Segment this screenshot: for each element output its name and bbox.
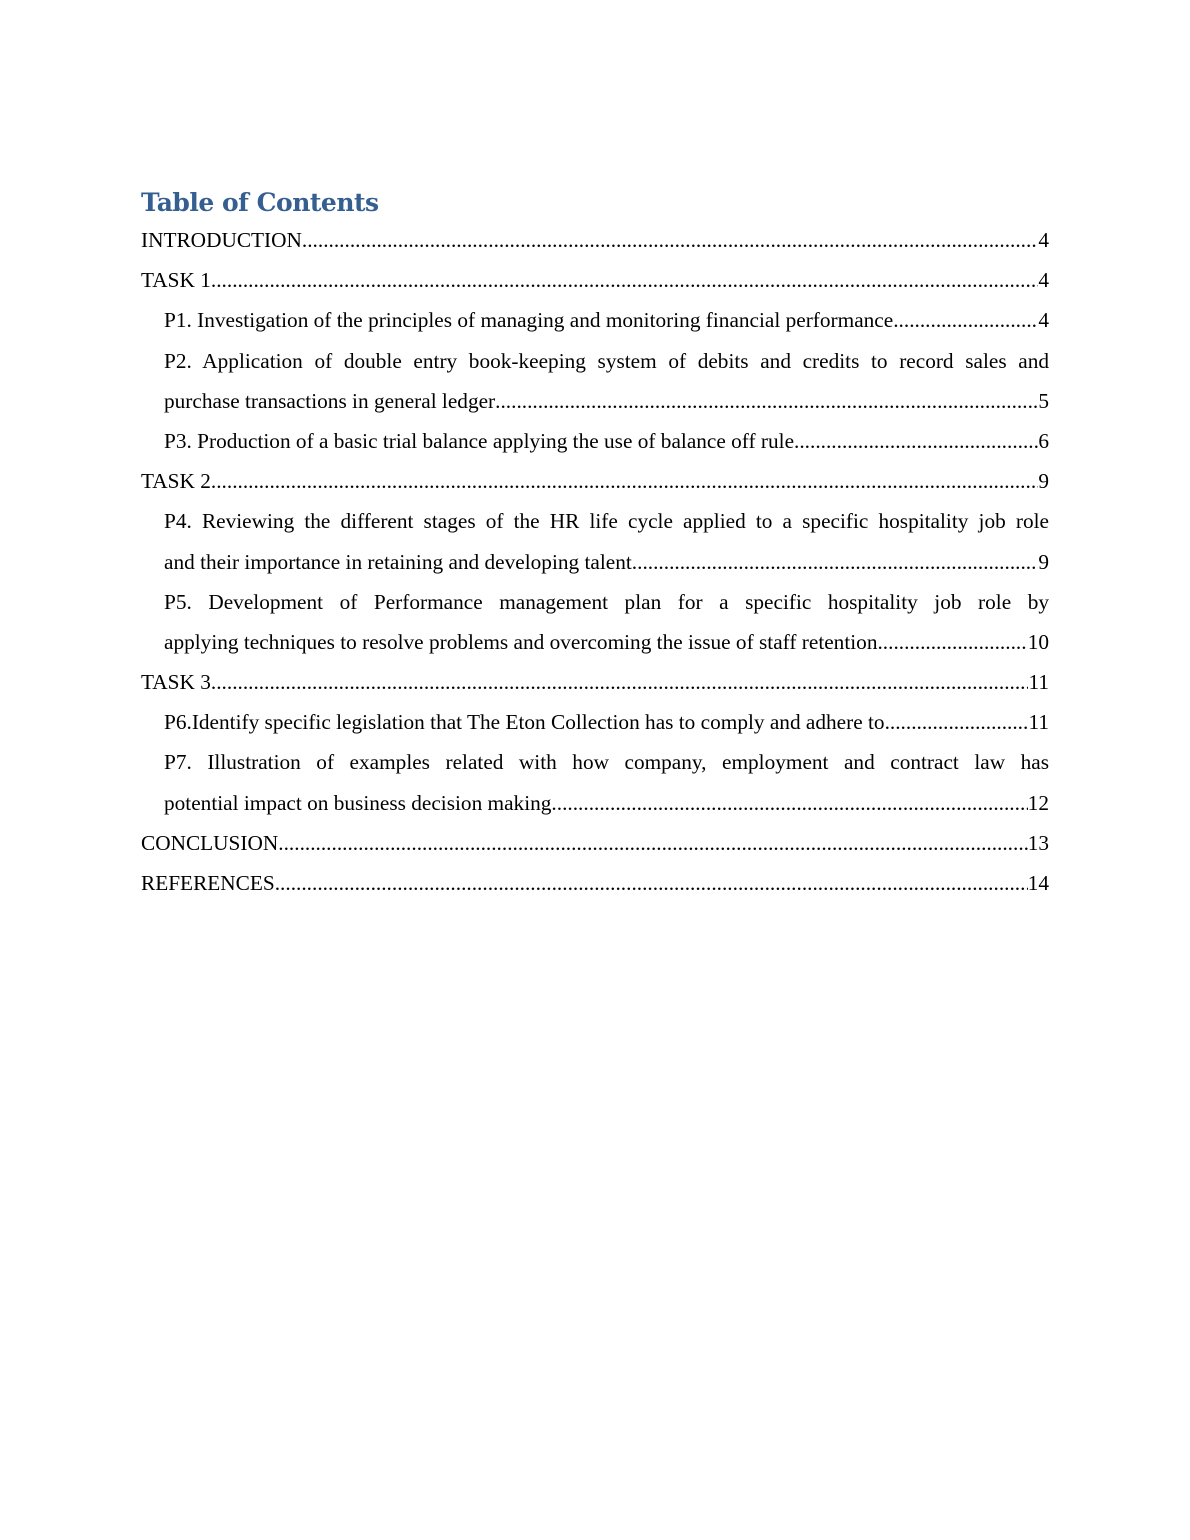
toc-entry-p7[interactable]	[141, 742, 1049, 822]
toc-page-number: 5	[1038, 388, 1049, 413]
dot-leader	[551, 783, 1027, 823]
toc-entry-label: REFERENCES	[141, 871, 275, 895]
dot-leader	[794, 421, 1038, 461]
toc-entry-p5[interactable]	[141, 582, 1049, 662]
dot-leader	[302, 220, 1038, 260]
dot-leader	[211, 662, 1029, 702]
toc-entry-p2[interactable]	[141, 341, 1049, 421]
toc-page-number: 9	[1038, 549, 1049, 574]
toc-page-number: 10	[1027, 629, 1049, 654]
dot-leader	[211, 260, 1038, 300]
toc-page-number: 14	[1027, 871, 1049, 895]
toc-page-number: 4	[1038, 308, 1049, 333]
toc-entry-label: INTRODUCTION	[141, 228, 302, 252]
toc-entry-task-3[interactable]	[141, 662, 1049, 702]
toc-entry-label: P3. Production of a basic trial balance applying the use of balance off rule	[164, 428, 795, 453]
toc-entry-p1[interactable]	[141, 300, 1049, 340]
dot-leader	[885, 702, 1029, 742]
toc-page-number: 13	[1027, 830, 1049, 855]
dot-leader	[893, 300, 1038, 340]
toc-list	[141, 220, 1049, 903]
toc-entry-label: TASK 1	[141, 268, 211, 293]
toc-entry-introduction[interactable]	[141, 220, 1049, 260]
toc-page-number: 6	[1038, 428, 1049, 453]
toc-entry-label: P1. Investigation of the principles of managing and monitoring financial performance	[164, 308, 894, 333]
toc-page-number: 11	[1028, 670, 1049, 695]
toc-entry-conclusion[interactable]	[141, 823, 1049, 863]
toc-entry-p4[interactable]	[141, 501, 1049, 581]
toc-title: Table of Contents	[141, 188, 379, 217]
toc-entry-label-line-1: P7. Illustration of examples related with how company, employment and contract law has	[164, 750, 1049, 775]
toc-entry-references[interactable]	[141, 863, 1049, 903]
toc-page-number: 9	[1038, 469, 1049, 494]
toc-entry-label-line-1: P4. Reviewing the different stages of the HR life cycle applied to a specific hospitality job role	[164, 509, 1049, 534]
toc-entry-label: CONCLUSION	[141, 830, 279, 855]
toc-entry-label: TASK 2	[141, 469, 211, 494]
toc-entry-task-2[interactable]	[141, 461, 1049, 501]
toc-page-number: 12	[1027, 790, 1049, 815]
toc-page-number: 4	[1038, 268, 1049, 293]
toc-page-number: 11	[1028, 710, 1049, 735]
toc-entry-label-line-1: P5. Development of Performance management plan for a specific hospitality job role by	[164, 589, 1049, 614]
toc-entry-p3[interactable]	[141, 421, 1049, 461]
toc-entry-label: potential impact on business decision making	[164, 790, 552, 815]
dot-leader	[211, 461, 1038, 501]
dot-leader	[877, 622, 1027, 662]
toc-entry-label: and their importance in retaining and developing talent	[164, 549, 632, 574]
toc-entry-label: TASK 3	[141, 670, 211, 695]
dot-leader	[632, 542, 1039, 582]
dot-leader	[275, 863, 1028, 903]
toc-entry-label-line-1: P2. Application of double entry book-keeping system of debits and credits to record sales and	[164, 348, 1049, 373]
toc-entry-p6[interactable]	[141, 702, 1049, 742]
toc-page-number: 4	[1038, 228, 1049, 252]
toc-entry-label: applying techniques to resolve problems and overcoming the issue of staff retention	[164, 629, 878, 654]
toc-entry-task-1[interactable]	[141, 260, 1049, 300]
dot-leader	[495, 381, 1038, 421]
toc-entry-label: P6.Identify specific legislation that The Eton Collection has to comply and adhere to	[164, 710, 885, 735]
toc-entry-label: purchase transactions in general ledger	[164, 388, 496, 413]
dot-leader	[278, 823, 1027, 863]
document-page	[141, 186, 1049, 903]
